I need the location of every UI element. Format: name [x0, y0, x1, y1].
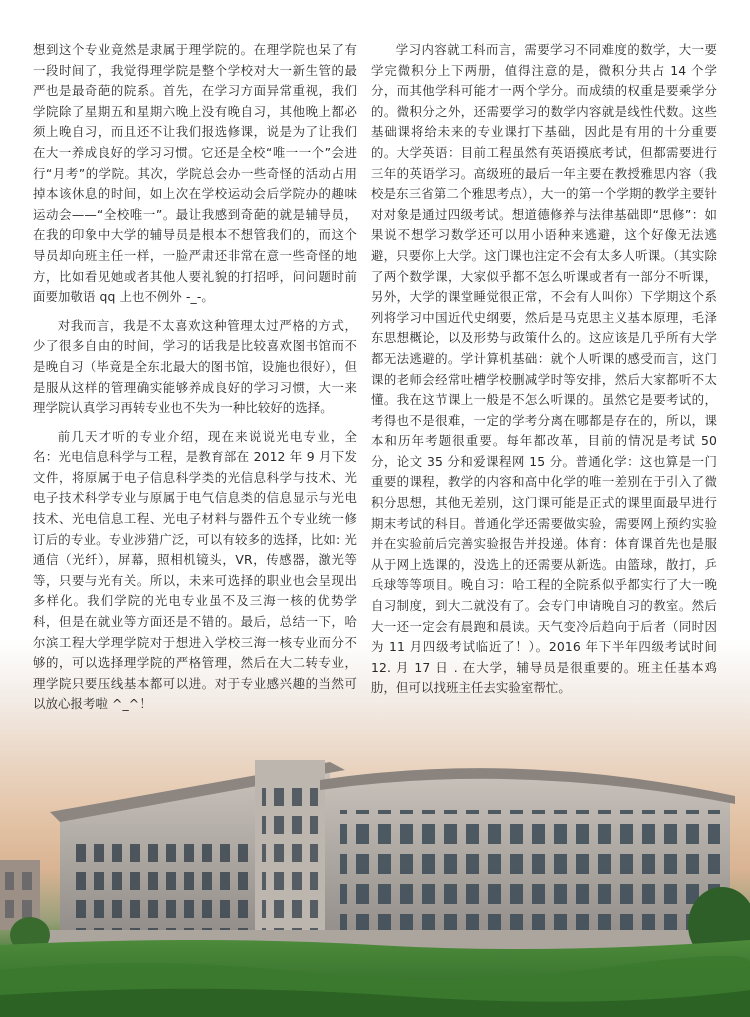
right-paragraph-1: 学习内容就工科而言，需要学习不同难度的数学，大一要学完微积分上下两册，值得注意的是，微积分共占 14 个学分，而其他学科可能才一两个学分。而成绩的权重是要乘学分的。微积分之外，还需要学习的数学内容就是线性代数。这些基础课将给未来的专业课打下基础，因此是有用的十分重要的。大学英语：目前工程虽然有英语摸底考试，但都需要进行三年的英语学习。高级班的最后一年主要在教授雅思内容（我校是东三省第二个雅思考点），大一的第一个学期的教学主要针对对象是通过四级考试。想道德修养与法律基础即“思修”：如果说不想学习数学还可以用小语种来逃避，这个好像无法逃避，只要你上大学。这门课也注定不会有太多人听课。（其实除了两个数学课，大家似乎都不怎么听课或者有一部分不听课，另外，大学的课堂睡觉很正常，不会有人叫你）下学期这个系列将学习中国近代史纲要，然后是马克思主义基本原理，毛泽东思想概论，以及形势与政策什么的。这应该是几乎所有大学都无法逃避的。学计算机基础：就个人听课的感受而言，这门课的老师会经常吐槽学校删减学时等安排，然后大家都听不太懂。我在这节课上一般是不怎么听课的。虽然它是要考试的，考得也不是很难，一定的学考分离在哪都是存在的，所以，课本和历年考题很重要。每年都改革，目前的情况是考试 50 分，论文 35 分和爱课程网 15 分。普通化学：这也算是一门重要的课程，教学的内容和高中化学的唯一差别在于引入了微积分思想，其他无差别，这门课可能是正式的课里面最早进行期末考试的科目。普通化学还需要做实验，需要网上预约实验并在实验前后完善实验报告并投递。体育：体育课首先也是服从于网上选课的，没选上的还需要从新选。由篮球，散打，乒乓球等等项目。晚自习：哈工程的全院系似乎都实行了大一晚自习制度，到大二就没有了。会专门申请晚自习的教室。然后大一还一定会有晨跑和晨读。天气变冷后趋向于后者（同时因为 11 月四级考试临近了！）。2016 年下半年四级考试时间 12. 月 17 日 . 在大学，辅导员是很重要的。班主任基本鸡肋，但可以找班主任去实验室帮忙。: [371, 42, 717, 696]
left-text-column: [33, 40, 357, 723]
left-paragraph-1: 想到这个专业竟然是隶属于理学院的。在理学院也呆了有一段时间了，我觉得理学院是整个学校对大一新生管的最严也是最奇葩的院系。首先，在学习方面异常重视，我们学院除了星期五和星期六晚上没有晚自习，其他晚上都必须上晚自习，而且还不让我们报选修课，说是为了让我们在大一养成良好的学习习惯。它还是全校“唯一一个”会进行“月考”的学院。其次，学院总会办一些奇怪的活动占用掉本该休息的时间，如上次在学校运动会后学院办的趣味运动会——“全校唯一”。最让我感到奇葩的就是辅导员，在我的印象中大学的辅导员是根本不想管我们的，而这个导员却向班主任一样，一脸严肃还非常在意一些奇怪的地方，比如看见她或者其他人要礼貌的打招呼，问问题时前面要加敬语 qq 上也不例外 -_-。: [33, 42, 357, 305]
left-paragraph-3: 前几天才听的专业介绍，现在来说说光电专业，全名：光电信息科学与工程，是教育部在 2012 年 9 月下发文件，将原属于电子信息科学类的光信息科学与技术、光电子技术科学专业与原属于电气信息类的信息显示与光电技术、光电信息工程、光电子材料与器件五个专业统一修订后的专业。专业涉猎广泛，可以有较多的选择，比如: 光通信（光纤），屏幕，照相机镜头，VR，传感器，激光等等，只要与光有关。所以，未来可选择的职业也会呈现出多样化。我们学院的光电专业虽不及三海一核的优势学科，但是在就业等方面还是不错的。最后，总结一下，哈尔滨工程大学理学院对于想进入学校三海一核专业而分不够的，可以选择理学院的严格管理，然后在大二转专业，理学院只要压线基本都可以进。对于专业感兴趣的当然可以放心报考啦 ^_^！: [33, 428, 357, 712]
left-paragraph-2: 对我而言，我是不太喜欢这种管理太过严格的方式，少了很多自由的时间，学习的话我是比较喜欢图书馆而不是晚自习（毕竟是全东北最大的图书馆，设施也很好），但是服从这样的管理确实能够养成良好的学习习惯，大一来理学院认真学习再转专业也不失为一种比较好的选择。: [33, 317, 357, 416]
right-text-column: [371, 40, 717, 707]
campus-building-photo: [0, 700, 750, 1017]
